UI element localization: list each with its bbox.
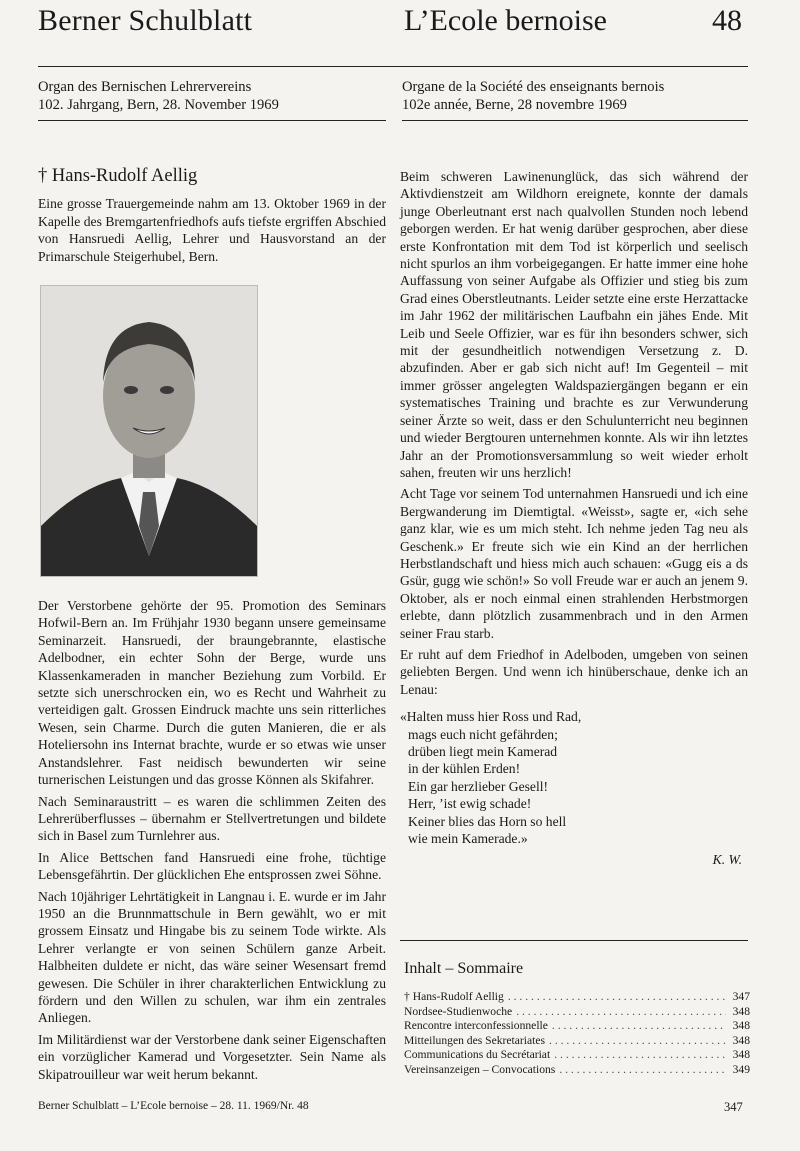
toc-entry[interactable]	[404, 1063, 750, 1078]
poem-line: Ein gar herzlieber Gesell!	[408, 778, 549, 794]
organ-french	[402, 78, 664, 114]
masthead-title-german: Berner Schulblatt	[38, 4, 253, 37]
toc-leader-dots	[549, 1034, 726, 1049]
toc-entry[interactable]	[404, 1005, 750, 1020]
right-column	[400, 168, 748, 869]
toc-leader-dots	[552, 1019, 726, 1034]
issue-number: 48	[712, 4, 742, 37]
poem-line: in der kühlen Erden!	[408, 761, 521, 777]
organ-rule-left	[38, 120, 386, 121]
left-column	[38, 168, 386, 1087]
toc-entry-page: 348	[732, 1004, 750, 1018]
toc-entry-label: † Hans-Rudolf Aellig	[404, 990, 504, 1003]
article-paragraph: Nach Seminaraustritt – es waren die schlimmen Zeiten des Lehrerüberflusses – übernahm er Stellvertretungen und bildete sich in Basel zum Turnlehrer aus.	[38, 793, 386, 844]
article-paragraph: Der Verstorbene gehörte der 95. Promotion des Seminars Hofwil-Bern an. Im Frühjahr 1930 begann unsere gemeinsame Seminarzeit. Hansruedi, der braungebrannte, elastische Adelbodner, ein echter Sohn der Berge, wurde uns Klassenkameraden in mancher Beziehung zum Vorbild. Er setzte sich unerschrocken ein, wo es Recht und Wahrheit zu verteidigen galt. Grossen Eindruck machte uns sein ritterliches Wesen, sein Charme. Durch die guten Manieren, die er als Hoteliersohn ins Internat brachte, wurde er so etwas wie unser Anstandslehrer. Fast neidisch bewunderten wir seine turnerischen Leistungen und das grosse Können als Skifahrer.	[38, 598, 386, 788]
toc-entry-page: 348	[732, 1019, 750, 1033]
poem	[400, 708, 748, 847]
contents-rule	[400, 940, 748, 941]
article-paragraph: Beim schweren Lawinenunglück, das sich während der Aktivdienstzeit am Wildhorn ereignete, konnte der damals junge Oberleutnant erst nach qualvollen Stunden noch lebend geborgen werden. Er hat wenig darüber gesprochen, aber diese erste Konfrontation mit dem Tod ist körperlich und seelisch nicht spurlos an ihm vorbeigegangen. Er hatte immer eine hohe Auffassung von seiner Aufgabe als Offizier und stieg bis zum Grad eines Oberstleutnants. Leider setzte eine erste Herzattacke im Jahr 1962 der militärischen Laufbahn ein jähes Ende. Mit Leib und Seele Offizier, war es für ihn besonders schwer, sich mit der gesundheitlich notwendigen Versetzung z. D. abzufinden. Aber er gab sich nicht auf! Im Gegenteil – mit immer grösser angelegten Waldspaziergängen begann er ein systematisches Training und brachte es zur Verwunderung seiner Ärzte so weit, dass er den Schulunterricht neu beginnen und wieder Bergtouren unternehmen konnte. Als wir ihn letztes Jahr an der Promotionsversammlung so weit wieder erholt sahen, freuten wir uns herzlich!	[400, 169, 748, 480]
toc-entry-page: 348	[732, 1048, 750, 1062]
toc-entry-label: Nordsee-Studienwoche	[404, 1004, 513, 1018]
author-signature: K. W.	[712, 852, 742, 868]
organ-german-line1: Organ des Bernischen Lehrervereins	[38, 79, 252, 95]
article-paragraph: Acht Tage vor seinem Tod unternahmen Hansruedi und ich eine Bergwanderung im Diemtigtal. «Weisst», sagte er, «ich sehe ganz klar, wie es um mich steht. Ich nehme jeden Tag neu als Geschenk.» Er freute sich wie ein Kind an der herrlichen Herbstlandschaft und hiess mich auch schauen: «Gugg eis a ds Gsür, gugg wie schön!» So voll Freude war er auch an jenem 9. Oktober, als er noch einmal einen strahlenden Herbstmorgen erlebte, dann plötzlich zusammenbrach und in den Armen seiner Frau starb.	[400, 486, 748, 641]
toc-leader-dots	[554, 1048, 726, 1063]
toc-entry-label: Mitteilungen des Sekretariates	[404, 1033, 546, 1047]
toc-entry-label: Communications du Secrétariat	[404, 1048, 551, 1062]
contents-title: Inhalt – Sommaire	[404, 960, 524, 977]
poem-line: Keiner blies das Horn so hell	[408, 813, 567, 829]
portrait-illustration	[41, 286, 257, 576]
poem-line: Herr, ’ist ewig schade!	[408, 796, 532, 812]
toc-entry[interactable]	[404, 1048, 750, 1063]
toc-entry[interactable]	[404, 990, 750, 1005]
poem-line: «Halten muss hier Ross und Rad,	[400, 709, 582, 725]
article-paragraph: Im Militärdienst war der Verstorbene dank seiner Eigenschaften ein vorzüglicher Kamerad und Vorgesetzter. Sein Name als Skipatrouilleur war weit herum bekannt.	[38, 1031, 386, 1082]
article-intro: Eine grosse Trauergemeinde nahm am 13. Oktober 1969 in der Kapelle des Bremgartenfriedhofs aufs tiefste ergriffen Abschied von Hansruedi Aellig, Lehrer und Hausvorstand an der Primarschule Steigerhubel, Bern.	[38, 196, 386, 264]
organ-german-line2: 102. Jahrgang, Bern, 28. November 1969	[38, 97, 279, 113]
article-paragraph: In Alice Bettschen fand Hansruedi eine frohe, tüchtige Lebensgefährtin. Der glücklichen Ehe entsprossen zwei Söhne.	[38, 849, 386, 883]
toc-leader-dots	[559, 1063, 726, 1078]
toc-entry-label: Rencontre interconfessionnelle	[404, 1019, 548, 1033]
toc-entry-page: 348	[732, 1033, 750, 1047]
organ-rule-right	[402, 120, 748, 121]
article-paragraph: Nach 10jähriger Lehrtätigkeit in Langnau i. E. wurde er im Jahr 1950 an die Brunnmattschule in Bern gewählt, wo er mit grossem Einsatz und Hingabe bis zu seinem Tode wirkte. Als Lehrer verlangte er von seinen Schülern ganze Arbeit. Halbheiten duldete er nicht, das wäre seiner Wesensart fremd gewesen. Die Schüler in ihrer charakterlichen Entwicklung zu fördern und den Willen zu schulen, war ihm ein zentrales Anliegen.	[38, 888, 386, 1026]
table-of-contents	[404, 960, 750, 1078]
footer-publication: Berner Schulblatt – L’Ecole bernoise – 28. 11. 1969/Nr. 48	[38, 1100, 309, 1112]
masthead-title-french: L’Ecole bernoise	[404, 4, 607, 37]
organ-german	[38, 78, 279, 114]
footer-page-number: 347	[724, 1100, 743, 1114]
poem-line: drüben liegt mein Kamerad	[408, 744, 558, 759]
article-title: † Hans-Rudolf Aellig	[38, 166, 198, 186]
masthead	[0, 0, 800, 64]
toc-entry-page: 349	[732, 1062, 750, 1076]
masthead-rule	[38, 66, 748, 67]
toc-entry-page: 347	[732, 990, 750, 1003]
organ-french-line2: 102e année, Berne, 28 novembre 1969	[402, 97, 627, 113]
toc-leader-dots	[516, 1005, 726, 1020]
organ-french-line1: Organe de la Société des enseignants bernois	[402, 79, 665, 95]
poem-line: mags euch nicht gefährden;	[408, 726, 558, 742]
toc-entry-label: Vereinsanzeigen – Convocations	[404, 1062, 556, 1076]
toc-leader-dots	[508, 990, 726, 1005]
article-paragraph: Er ruht auf dem Friedhof in Adelboden, umgeben von seinen geliebten Bergen. Und wenn ich hinüberschaue, denke ich an Lenau:	[400, 646, 748, 697]
toc-entry[interactable]	[404, 1034, 750, 1049]
toc-entry[interactable]	[404, 1019, 750, 1034]
portrait-photo	[40, 285, 258, 577]
poem-line: wie mein Kamerade.»	[408, 831, 528, 847]
